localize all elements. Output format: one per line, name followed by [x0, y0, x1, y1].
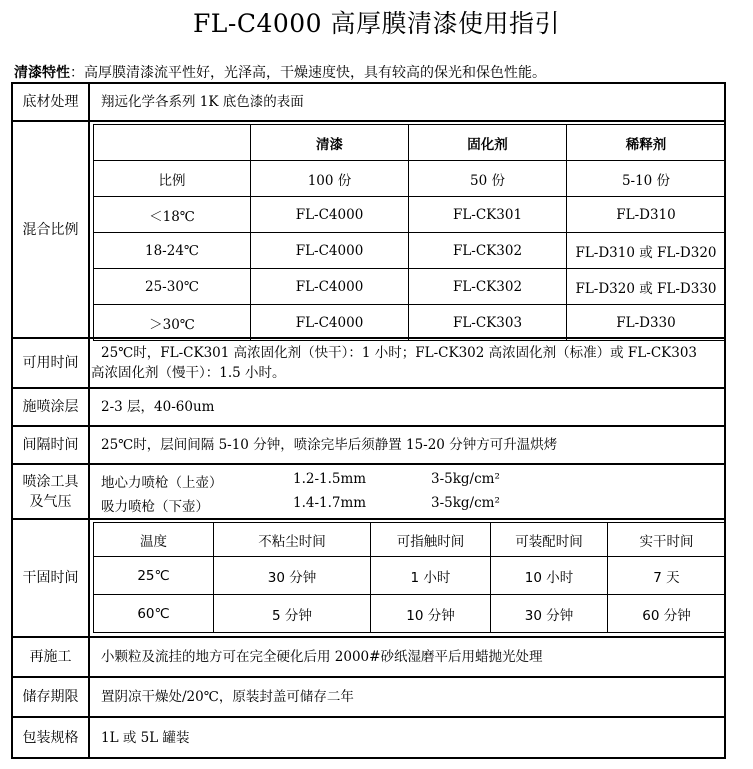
- mixing-table: [93, 124, 726, 341]
- drying-header-cell: 温度: [94, 523, 214, 557]
- drying-cell: 30 分钟: [491, 595, 608, 633]
- storage-label: 储存期限: [13, 678, 90, 716]
- mixing-cell: FL-CK301: [409, 197, 567, 233]
- drying-header-cell: 可指触时间: [371, 523, 491, 557]
- coats-label: 施喷涂层: [13, 389, 90, 425]
- potlife-label: 可用时间: [13, 339, 90, 387]
- packaging-text: 1L 或 5L 罐装: [101, 729, 190, 746]
- mixing-header-cell: 稀释剂: [567, 125, 726, 161]
- mixing-cell: FL-CK302: [409, 269, 567, 305]
- features-label: 清漆特性: [14, 65, 70, 81]
- mixing-cell: ＜18℃: [94, 197, 251, 233]
- row-drying: [13, 520, 724, 638]
- mixing-row: [94, 233, 726, 269]
- mixing-cell: 50 份: [409, 161, 567, 197]
- mixing-cell: 100 份: [251, 161, 409, 197]
- mixing-header-cell: [94, 125, 251, 161]
- drying-header-cell: 实干时间: [608, 523, 726, 557]
- mixing-cell: FL-D320 或 FL-D330: [567, 269, 726, 305]
- potlife-line-1: 25℃时，FL-CK301 高浓固化剂（快干）：1 小时；FL-CK302 高浓固化剂（标准）或 FL-CK303: [101, 345, 698, 361]
- tools-label-line-1: 喷涂工具: [22, 473, 79, 490]
- drying-cell: 25℃: [94, 557, 214, 595]
- row-recoat: [13, 638, 724, 678]
- mixing-cell: FL-C4000: [251, 305, 409, 341]
- mixing-cell: FL-CK302: [409, 233, 567, 269]
- drying-header-row: [94, 523, 726, 557]
- row-packaging: [13, 718, 724, 757]
- features-text: ：高厚膜清漆流平性好，光泽高，干燥速度快，具有较高的保光和保色性能。: [70, 65, 546, 81]
- clearcoat-features: [14, 62, 546, 82]
- drying-cell: 1 小时: [371, 557, 491, 595]
- substrate-label: 底材处理: [13, 84, 90, 120]
- drying-row: [94, 595, 726, 633]
- drying-row: [94, 557, 726, 595]
- mixing-header-cell: 清漆: [251, 125, 409, 161]
- drying-header-cell: 不粘尘时间: [214, 523, 371, 557]
- drying-table: [93, 522, 726, 633]
- potlife-line-2: 高浓固化剂（慢干）：1.5 小时。: [91, 365, 286, 381]
- drying-cell: 5 分钟: [214, 595, 371, 633]
- row-potlife: [13, 339, 724, 389]
- recoat-label: 再施工: [13, 638, 90, 676]
- drying-cell: 60 分钟: [608, 595, 726, 633]
- row-coats: [13, 389, 724, 427]
- mixing-cell: FL-D310: [567, 197, 726, 233]
- row-storage: [13, 678, 724, 718]
- tool-pressure: 3-5kg/cm²: [431, 495, 500, 511]
- substrate-text: 翔远化学各系列 1K 底色漆的表面: [101, 94, 304, 110]
- mixing-cell: 25-30℃: [94, 269, 251, 305]
- mixing-row: [94, 269, 726, 305]
- mixing-cell: FL-C4000: [251, 197, 409, 233]
- mixing-cell: FL-CK303: [409, 305, 567, 341]
- drying-cell: 7 天: [608, 557, 726, 595]
- packaging-label: 包装规格: [13, 718, 90, 757]
- mixing-label: 混合比例: [13, 122, 90, 337]
- tool-pressure: 3-5kg/cm²: [431, 471, 500, 487]
- spec-sheet-table: [11, 82, 726, 759]
- mixing-cell: FL-D330: [567, 305, 726, 341]
- tool-nozzle: 1.2-1.5mm: [293, 471, 367, 487]
- potlife-text: [91, 339, 724, 387]
- interval-text: 25℃时，层间间隔 5-10 分钟，喷涂完毕后须静置 15-20 分钟方可升温烘烤: [101, 437, 558, 453]
- mixing-cell: 5-10 份: [567, 161, 726, 197]
- drying-label: 干固时间: [13, 520, 90, 636]
- mixing-row: [94, 161, 726, 197]
- tool-gun: 吸力喷枪（下壶）: [101, 499, 209, 515]
- document-title: FL-C4000 高厚膜清漆使用指引: [192, 9, 561, 38]
- mixing-row: [94, 197, 726, 233]
- mixing-cell: FL-C4000: [251, 269, 409, 305]
- drying-cell: 30 分钟: [214, 557, 371, 595]
- mixing-cell: FL-C4000: [251, 233, 409, 269]
- tool-gun: 地心力喷枪（上壶）: [101, 475, 223, 491]
- storage-text: 置阴凉干燥处/20℃，原装封盖可储存二年: [101, 689, 354, 705]
- drying-cell: 60℃: [94, 595, 214, 633]
- mixing-cell: ＞30℃: [94, 305, 251, 341]
- mixing-row: [94, 305, 726, 341]
- mixing-cell: 18-24℃: [94, 233, 251, 269]
- row-tools: [13, 465, 724, 520]
- row-mixing: [13, 122, 724, 339]
- recoat-text: 小颗粒及流挂的地方可在完全硬化后用 2000#砂纸湿磨平后用蜡抛光处理: [101, 649, 543, 665]
- mixing-cell: FL-D310 或 FL-D320: [567, 233, 726, 269]
- mixing-header-cell: 固化剂: [409, 125, 567, 161]
- mixing-header-row: [94, 125, 726, 161]
- mixing-cell: 比例: [94, 161, 251, 197]
- tools-label-line-2: 及气压: [29, 493, 72, 510]
- row-interval: [13, 427, 724, 465]
- tool-nozzle: 1.4-1.7mm: [293, 495, 367, 511]
- drying-cell: 10 分钟: [371, 595, 491, 633]
- row-substrate: [13, 84, 724, 122]
- coats-text: 2-3 层，40-60um: [101, 399, 215, 415]
- drying-cell: 10 小时: [491, 557, 608, 595]
- tools-label: [13, 465, 90, 518]
- interval-label: 间隔时间: [13, 427, 90, 463]
- drying-header-cell: 可装配时间: [491, 523, 608, 557]
